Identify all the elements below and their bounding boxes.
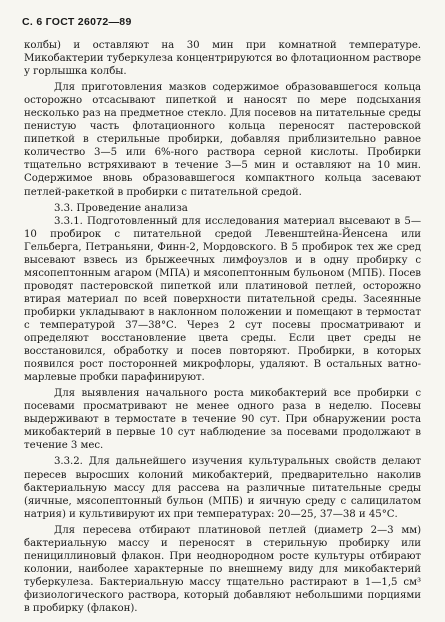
paragraph-continuation: колбы) и оставляют на 30 мин при комнатной температуре. Микобактерии туберкулеза концентрируются во флотационном растворе у горлышка колбы. [24,40,421,78]
section-heading-text: 3.3. Проведение анализа [54,202,188,214]
paragraph-smear-preparation: Для приготовления мазков содержимое образовавшегося кольца осторожно отсасывают пипеткой и наносят по мере подсыхания несколько раз на предметное стекло. Для посевов на питательные среды пенистую часть флотационного кольца переносят пастеровской пипеткой в стерильные пробирки, добавляя приблизительно равное количество 3—5 или 6%-ного раствора серной кислоты. Пробирки тщательно встряхивают в течение 3—5 мин и оставляют на 10 мин. Содержимое вновь образовавшегося компактного кольца засевают петлей-ракеткой в пробирки с питательной средой. [24,82,421,198]
paragraph-3-3-2: 3.3.2. Для дальнейшего изучения культуральных свойств делают пересев выросших колоний микобактерий, предварительно наколив бактериальную массу для рассева на различные питательные среды (яичные, мясопептонный бульон (МПБ) и яичную среду с салицилатом натрия) и культивируют их при температурах: 20—25, 37—38 и 45°С. [24,456,421,520]
section-heading-3-3 [24,202,421,215]
page-header: С. 6 ГОСТ 26072—89 [22,16,132,28]
paragraph-3-3-1: 3.3.1. Подготовленный для исследования материал высевают в 5—10 пробирок с питательной средой Левенштейна-Йенсена или Гельберга, Петраньяни, Финн-2, Мордовского. В 5 пробирок тех же сред высевают взвесь из брыжеечных лимфоузлов и в одну пробирку с мясопептонным агаром (МПА) и мясопептонным бульоном (МПБ). Посев проводят пастеровской пипеткой или платиновой петлей, осторожно втирая материал по всей поверхности питательной среды. Засеянные пробирки укладывают в наклонном положении и помещают в термостат с температурой 37—38°С. Через 2 сут посевы просматривают и определяют восстановление цвета среды. Если цвет среды не восстановился, обработку и посев повторяют. Пробирки, в которых появился рост посторонней микрофлоры, удаляют. В остальных ватно-марлевые пробки парафинируют. [24,215,421,384]
document-body [24,39,421,615]
paragraph-reseeding: Для пересева отбирают платиновой петлей (диаметр 2—3 мм) бактериальную массу и переносят в стерильную пробирку или пенициллиновый флакон. При неоднородном росте культуры отбирают колонии, наиболее характерные по внешнему виду для микобактерий туберкулеза. Бактериальную массу тщательно растирают в 1—1,5 см³ физиологического раствора, который добавляют небольшими порциями в пробирку (флакон). [24,524,421,614]
paragraph-growth-detection: Для выявления начального роста микобактерий все пробирки с посевами просматривают не менее одного раза в неделю. Посевы выдерживают в термостате в течение 90 сут. При обнаружении роста микобактерий в первые 10 сут наблюдение за посевами продолжают в течение 3 мес. [24,388,421,452]
